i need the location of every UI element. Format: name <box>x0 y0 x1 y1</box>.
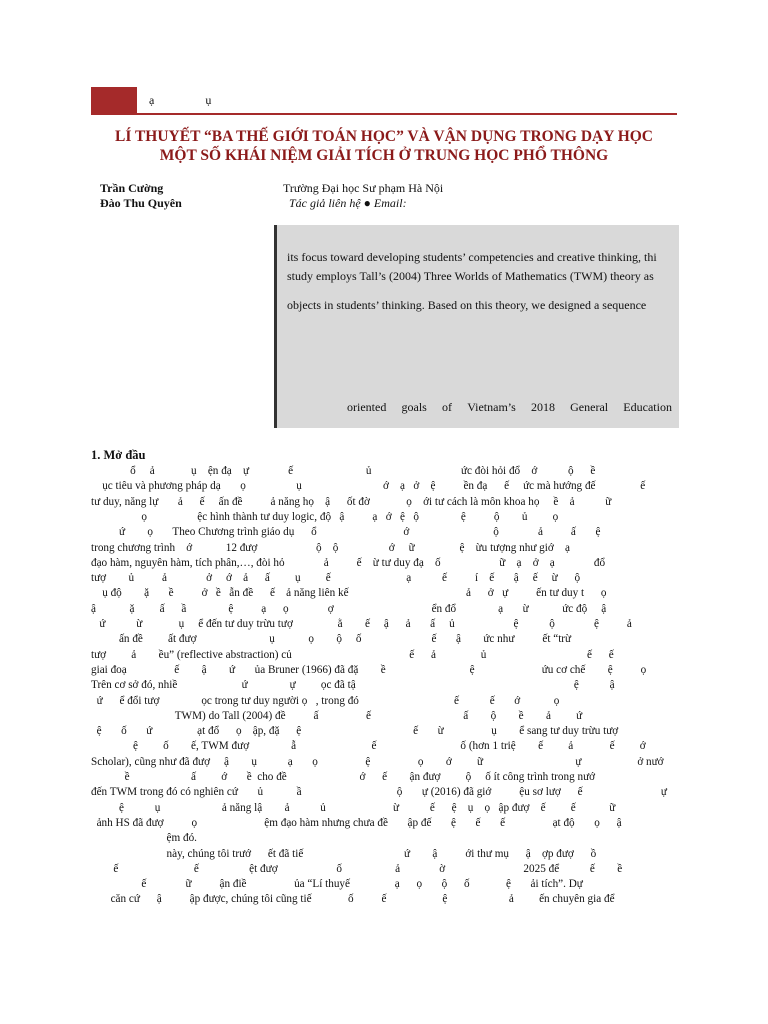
header-rule <box>137 113 677 115</box>
author-1: Trần Cường <box>100 181 164 195</box>
corresponding-author: Tác giả liên hệ ● Email: <box>289 196 407 210</box>
body-line: ấn đề ất đượ ụ ọ ộ ố ế ậ ức như ết “trừ <box>91 633 572 646</box>
abstract-line-1: its focus toward developing students’ competencies and creative thinking, thi <box>287 250 657 264</box>
body-line: tượ ả ều” (reflective abstraction) củ ế ả ủ ế ế <box>91 648 614 661</box>
abstract-word: 2018 <box>530 400 555 414</box>
running-header <box>91 87 677 115</box>
abstract-box <box>274 225 679 428</box>
abstract-word: oriented <box>347 400 387 414</box>
body-line: ệ ố ứ ạt đổ ọ ập, đặ ệ ế ừ ụ ể sang tư duy trừu tượ <box>91 725 619 738</box>
body-line: ế ữ ận điề ủa “Lí thuyế ạ ọ ộ ố ệ ải tích”. Dự <box>91 878 583 891</box>
body-line: tư duy, năng lự ả ế ấn đề ả năng họ ậ ốt đờ ọ ới tư cách là môn khoa họ ề ả ữ <box>91 495 612 508</box>
title-line-2: MỘT SỐ KHÁI NIỆM GIẢI TÍCH Ở TRUNG HỌC PHỔ THÔNG <box>159 147 609 164</box>
body-line: ệm đó. <box>91 832 197 845</box>
body-line: ệ ụ ả năng lậ ả ủ ừ ế ệ ụ ọ ập đượ ế ế ữ <box>91 801 616 814</box>
institution: Trường Đại học Sư phạm Hà Nội <box>283 181 444 195</box>
body-line: đến TWM trong đó có nghiên cứ ủ ầ ộ ự (2016) đã giớ ệu sơ lượ ế ự <box>91 786 667 799</box>
section-heading: 1. Mở đầu <box>91 448 146 462</box>
abstract-word: goals <box>401 400 427 414</box>
body-line: tượ ủ ả ở ớ ả ấ ụ ế ạ ế í ế ậ ế ừ ộ <box>91 572 581 585</box>
body-line: ệ ố ế, TWM đượ ẫ ế ố (hơn 1 triệ ế ả ế ớ <box>91 740 646 753</box>
body-line: ổ ả ụ ện đạ ự ế ủ ức đòi hỏi đổ ớ ộ ề <box>91 465 596 477</box>
body-line: TWM) do Tall (2004) đề ấ ế ấ ộ ề ả ứ <box>91 709 583 722</box>
abstract-word: Vietnam’s <box>467 400 516 414</box>
abstract-line-4 <box>347 400 672 415</box>
abstract-word: of <box>442 400 453 414</box>
header-char-2: ụ <box>205 93 212 107</box>
author-2: Đào Thu Quyên <box>100 196 182 210</box>
body-line: Trên cơ sở đó, nhiề ứ ự ọc đã tậ ệ ậ <box>91 679 615 692</box>
title-line-1: LÍ THUYẾT “BA THẾ GIỚI TOÁN HỌC” VÀ VẬN DỤNG TRONG DẠY HỌC <box>114 128 654 145</box>
abstract-word: General <box>570 400 609 414</box>
header-char-1: ạ <box>149 93 155 107</box>
body-line: ảnh HS đã đượ ọ ệm đạo hàm nhưng chưa đề ập đế ệ ế ế ạt độ ọ ậ <box>91 816 622 829</box>
body-line: ậ ặ ấ ầ ệ ạ ọ ợ ển đổ ạ ừ ức độ ậ <box>91 602 607 615</box>
body-line: ề ấ ớ ề cho đề ớ ế ận đượ ộ ố ít công trình trong nướ <box>91 771 596 783</box>
body-line: Scholar), cũng như đã đượ ậ ụ ạ ọ ệ ọ ớ ữ ự ở nướ <box>91 755 664 768</box>
abstract-word: Education <box>623 400 672 414</box>
article-title <box>80 127 688 165</box>
header-text <box>149 93 259 108</box>
body-line: căn cứ ậ ập được, chúng tôi cũng tiế ố ế ệ ả ến chuyên gia để <box>91 893 615 906</box>
authors <box>100 181 182 211</box>
abstract-line-3: objects in students’ thinking. Based on this theory, we designed a sequence <box>287 298 647 312</box>
body-line: ứ ừ ụ ể đến tư duy trừu tượ ằ ế ậ ả ấ ủ ệ ộ ệ ả <box>91 618 632 630</box>
body-line: giai đoạ ế ậ ứ ủa Bruner (1966) đã đặ ề ệ ứu cơ chế ệ ọ <box>91 663 647 676</box>
body-line: đạo hàm, nguyên hàm, tích phân,…, đòi hỏ ả ế ừ tư duy đạ ố ữ ạ ở ạ đổ <box>91 556 606 569</box>
body-line: này, chúng tôi trướ ết đã tiế ứ ậ ới thư mụ ậ ợp đượ ồ <box>91 847 597 860</box>
body-line: ụ độ ặ ề ở ề ẫn đề ế ả năng liên kế ả ở ự ến tư duy t ọ <box>91 587 607 600</box>
body-line: trong chương trình ớ 12 đượ ộ ộ ớ ữ ệ ừu tượng như giớ ạ <box>91 541 570 554</box>
body-line: ứ ể đổi tượ ọc trong tư duy người ọ , trong đó ế ế ớ ọ <box>91 694 560 707</box>
body-line: ục tiêu và phương pháp dạ ọ ụ ớ ạ ở ệ ền đạ ế ức mà hướng đế ế <box>91 480 646 493</box>
body-line: ế ế ệt đượ ố ả ờ 2025 để ế ề <box>91 862 623 875</box>
header-color-block <box>91 87 137 115</box>
body-line: ứ ọ Theo Chương trình giáo dụ ổ ớ ộ ả ấ ệ <box>91 526 601 539</box>
body-line: ọ ệc hình thành tư duy logic, độ ậ ạ ớ ệ ộ ệ ộ ủ ọ <box>91 510 559 523</box>
abstract-line-2: study employs Tall’s (2004) Three Worlds of Mathematics (TWM) theory as <box>287 269 654 283</box>
affiliation <box>283 181 443 211</box>
